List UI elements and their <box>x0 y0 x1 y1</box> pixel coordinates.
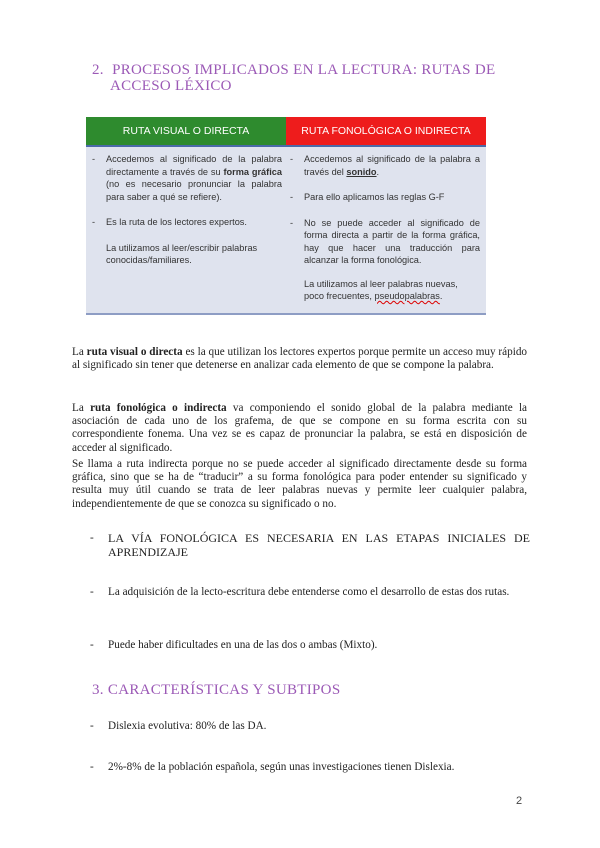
table-header-phonological: RUTA FONOLÓGICA O INDIRECTA <box>286 117 486 145</box>
section-heading-2 <box>92 62 530 94</box>
table-item: - Accedemos al significado de la palabra a través del sonido. <box>290 154 480 177</box>
page-number: 2 <box>516 795 523 807</box>
bold-term: sonido <box>346 166 377 177</box>
table-note: La utilizamos al leer palabras nuevas, poco frecuentes, pseudopalabras. <box>304 278 458 301</box>
table-note: La utilizamos al leer/escribir palabras conocidas/familiares. <box>106 242 258 265</box>
list-item: - La adquisición de la lecto-escritura debe entenderse como el desarrollo de estas dos rutas. <box>90 586 510 598</box>
table-item: - Es la ruta de los lectores expertos. <box>92 217 247 227</box>
paragraph-phonological-route: La ruta fonológica o indirecta va componiendo el sonido global de la palabra mediante la asociación de cada uno de los grafema, de que se compone en su forma escrita con su correspondiente fonema. Una vez se es capaz de pronunciar la palabra, se está en disposición de acceder al significado. <box>72 402 528 454</box>
table-item: - Para ello aplicamos las reglas G-F <box>290 192 445 202</box>
section-title-line1: PROCESOS IMPLICADOS EN LA LECTURA: RUTAS DE <box>112 62 496 78</box>
table-column-visual <box>92 153 282 267</box>
table-header-divider <box>86 145 486 147</box>
routes-table <box>86 117 486 315</box>
list-item: - Dislexia evolutiva: 80% de las DA. <box>90 720 267 732</box>
table-item: - No se puede acceder al significado de forma directa a partir de la forma gráfica, hay que hacer una traducción para alcanzar la forma fonológica. <box>290 217 480 265</box>
paragraph-indirect-explanation: Se llama a ruta indirecta porque no se puede acceder al significado directamente desde su forma gráfica, sino que se ha de “traducir” a su forma fonológica para poder entender su significado y resulta muy útil cuando se trata de leer palabras nuevas y permite leer cualquier palabra, independientemente de que se conozca su significado o no. <box>72 458 527 510</box>
bold-term: forma gráfica <box>223 166 282 177</box>
table-header-visual: RUTA VISUAL O DIRECTA <box>86 117 286 145</box>
section-title-line2: ACCESO LÉXICO <box>110 78 232 94</box>
section-heading-3: 3. CARACTERÍSTICAS Y SUBTIPOS <box>92 682 341 698</box>
table-column-phonological <box>290 153 480 303</box>
list-item: - Puede haber dificultades en una de las dos o ambas (Mixto). <box>90 639 378 651</box>
list-item: - LA VÍA FONOLÓGICA ES NECESARIA EN LAS ETAPAS INICIALES DE APRENDIZAJE <box>90 531 530 559</box>
table-item: - Accedemos al significado de la palabra directamente a través de su forma gráfica (no es necesario pronunciar la palabra para saber a qué se refiere). <box>92 154 282 202</box>
section-number: 2. <box>92 62 104 78</box>
table-bottom-border <box>86 313 486 315</box>
list-item: - 2%-8% de la población española, según unas investigaciones tienen Dislexia. <box>90 761 455 773</box>
paragraph-visual-route: La ruta visual o directa es la que utilizan los lectores expertos porque permite un acceso muy rápido al significado sin tener que detenerse en analizar cada elemento de que se compone la palabra. <box>72 346 528 372</box>
